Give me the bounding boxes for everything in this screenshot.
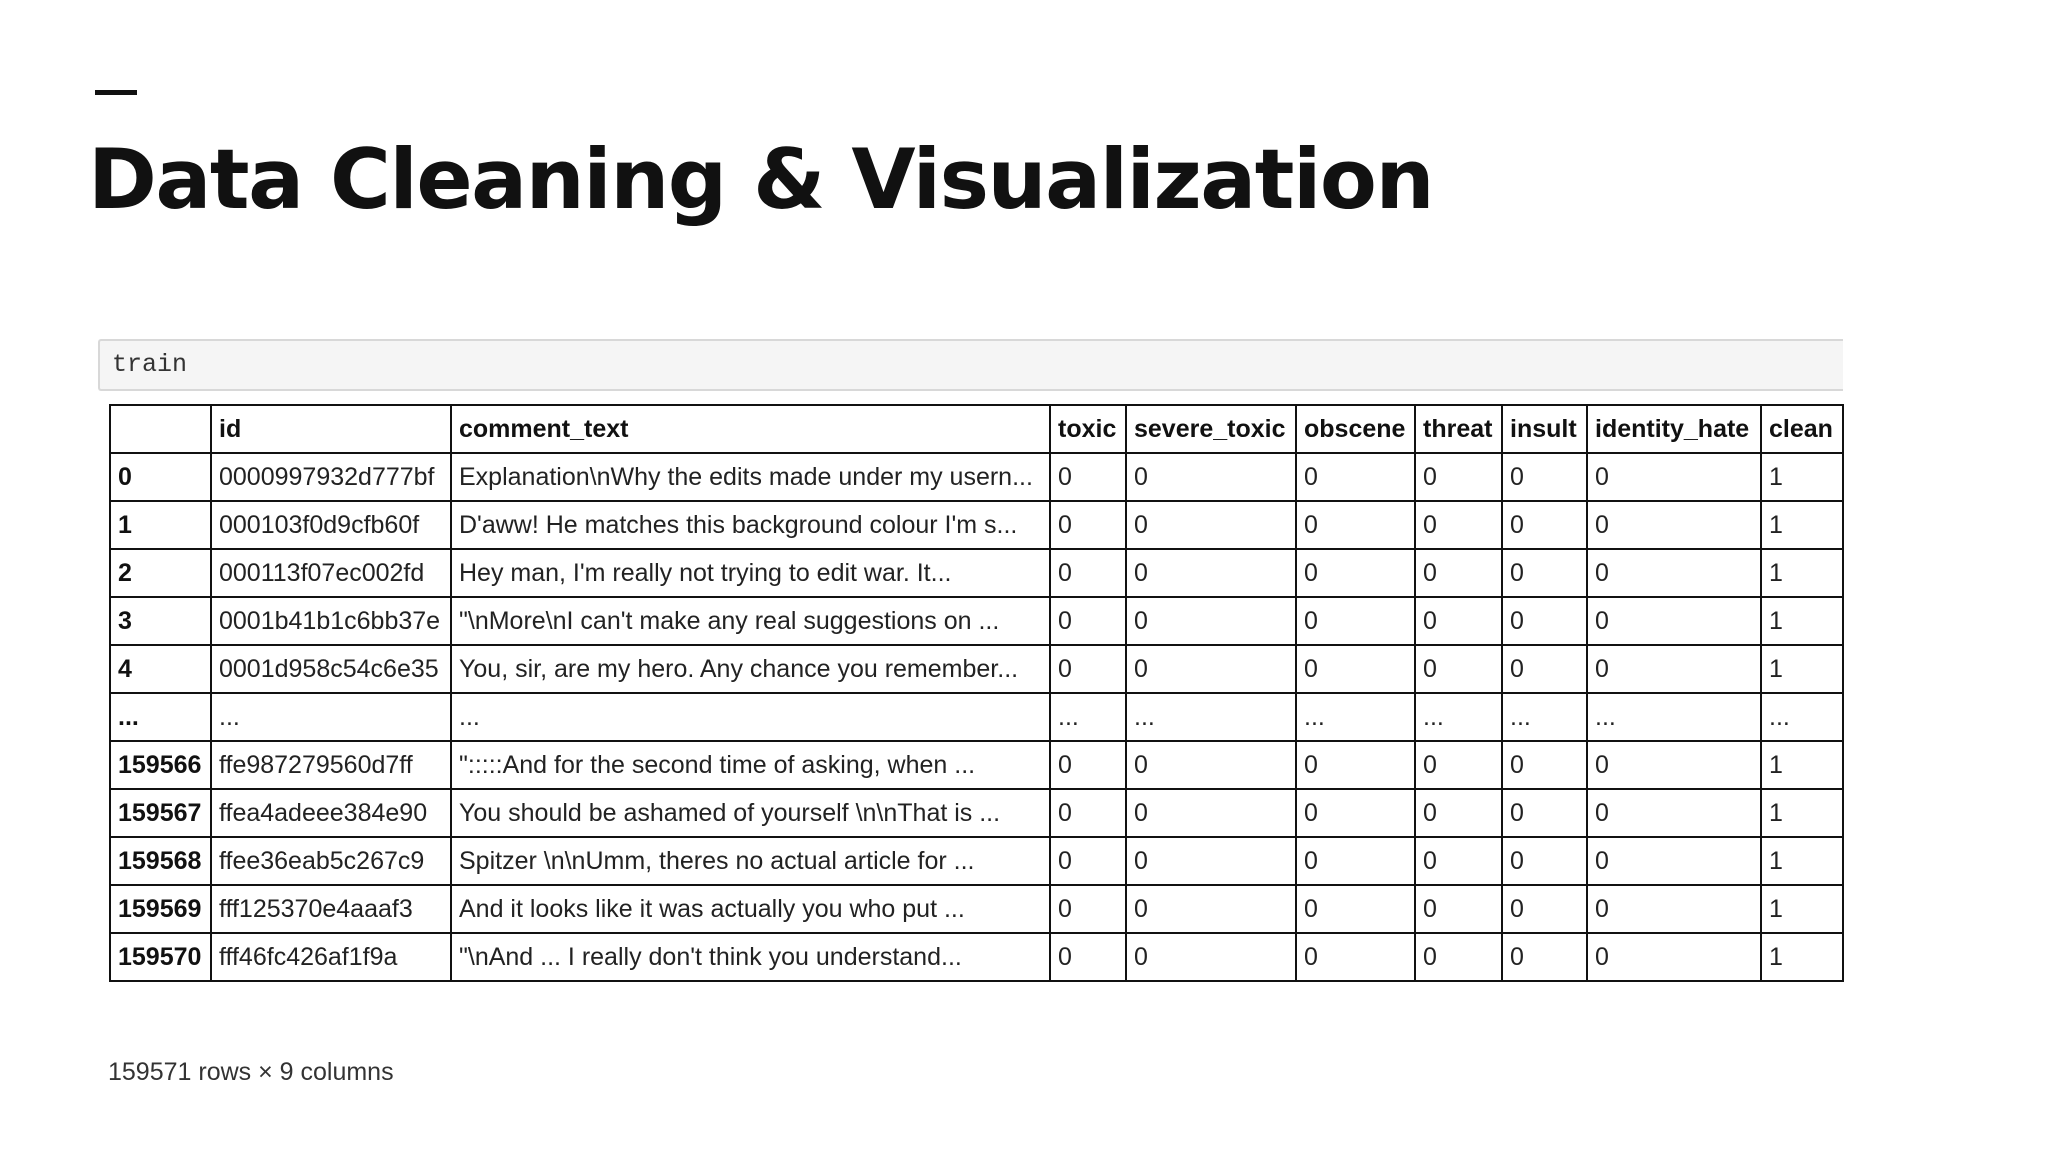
table-cell: ":::::And for the second time of asking, when ... (451, 741, 1050, 789)
table-cell: 0 (1126, 645, 1296, 693)
table-cell: ... (1761, 693, 1843, 741)
row-index-cell: 159569 (110, 885, 211, 933)
column-header-index (110, 405, 211, 453)
row-index-cell: 3 (110, 597, 211, 645)
table-cell: You, sir, are my hero. Any chance you remember... (451, 645, 1050, 693)
table-cell: 0 (1050, 789, 1126, 837)
table-cell: 0 (1296, 933, 1415, 981)
table-cell: "\nMore\nI can't make any real suggestions on ... (451, 597, 1050, 645)
table-row (110, 453, 1843, 501)
table-cell: 0 (1587, 549, 1761, 597)
column-header-insult: insult (1502, 405, 1587, 453)
table-cell: 0 (1126, 501, 1296, 549)
table-cell: 0 (1587, 741, 1761, 789)
table-cell: 0 (1296, 501, 1415, 549)
table-cell: 0 (1126, 453, 1296, 501)
table-cell: 0 (1415, 501, 1502, 549)
table-cell: 0 (1415, 741, 1502, 789)
table-cell: 0 (1126, 789, 1296, 837)
table-cell: 1 (1761, 741, 1843, 789)
table-cell: 0 (1587, 597, 1761, 645)
table-row (110, 789, 1843, 837)
table-cell: 1 (1761, 933, 1843, 981)
row-index-cell: 4 (110, 645, 211, 693)
table-cell: 0 (1296, 453, 1415, 501)
table-cell: 1 (1761, 885, 1843, 933)
table-cell: 0 (1502, 645, 1587, 693)
row-index-cell: ... (110, 693, 211, 741)
table-cell: And it looks like it was actually you who put ... (451, 885, 1050, 933)
table-cell: 0 (1587, 453, 1761, 501)
table-cell: 0 (1502, 933, 1587, 981)
table-cell: ... (1126, 693, 1296, 741)
table-cell: 0 (1296, 789, 1415, 837)
table-cell: 0 (1587, 501, 1761, 549)
table-body (110, 453, 1843, 981)
table-cell: ... (211, 693, 451, 741)
row-index-cell: 159568 (110, 837, 211, 885)
table-cell: 000113f07ec002fd (211, 549, 451, 597)
table-row (110, 501, 1843, 549)
dataframe-shape-note: 159571 rows × 9 columns (108, 1058, 394, 1086)
table-cell: 0 (1050, 501, 1126, 549)
title-accent-rule (95, 90, 137, 95)
column-header-obscene: obscene (1296, 405, 1415, 453)
table-cell: 0 (1050, 597, 1126, 645)
table-cell: 0001b41b1c6bb37e (211, 597, 451, 645)
table-cell: 000103f0d9cfb60f (211, 501, 451, 549)
table-cell: 1 (1761, 837, 1843, 885)
table-cell: 0 (1415, 453, 1502, 501)
table-cell: 0 (1050, 837, 1126, 885)
header-row (110, 405, 1843, 453)
table-cell: 0 (1126, 885, 1296, 933)
code-cell-input[interactable]: train (98, 339, 1843, 391)
table-cell: 0 (1050, 741, 1126, 789)
table-cell: 0000997932d777bf (211, 453, 451, 501)
table-cell: 1 (1761, 789, 1843, 837)
table-cell: 0 (1502, 741, 1587, 789)
table-cell: 0 (1415, 597, 1502, 645)
table-cell: 0 (1296, 549, 1415, 597)
table-cell: ... (1502, 693, 1587, 741)
row-index-cell: 159570 (110, 933, 211, 981)
row-index-cell: 0 (110, 453, 211, 501)
table-cell: 1 (1761, 549, 1843, 597)
table-row (110, 933, 1843, 981)
column-header-clean: clean (1761, 405, 1843, 453)
table-row (110, 549, 1843, 597)
slide-title: Data Cleaning & Visualization (88, 131, 1434, 228)
table-row (110, 645, 1843, 693)
table-cell: 0 (1415, 933, 1502, 981)
table-cell: D'aww! He matches this background colour I'm s... (451, 501, 1050, 549)
table-header (110, 405, 1843, 453)
table-cell: 0 (1296, 645, 1415, 693)
table-cell: 0 (1587, 837, 1761, 885)
table-cell: 0 (1296, 597, 1415, 645)
column-header-toxic: toxic (1050, 405, 1126, 453)
column-header-severe-toxic: severe_toxic (1126, 405, 1296, 453)
table-cell: 0 (1502, 789, 1587, 837)
table-cell: fff46fc426af1f9a (211, 933, 451, 981)
table-cell: 0 (1050, 933, 1126, 981)
table-cell: 0 (1415, 885, 1502, 933)
table-cell: 0 (1415, 549, 1502, 597)
table-cell: ffee36eab5c267c9 (211, 837, 451, 885)
table-cell: fff125370e4aaaf3 (211, 885, 451, 933)
table-cell: ffea4adeee384e90 (211, 789, 451, 837)
table-cell: 0 (1587, 885, 1761, 933)
table-cell: 0 (1050, 645, 1126, 693)
table-cell: ... (1415, 693, 1502, 741)
table-cell: 0 (1587, 789, 1761, 837)
table-cell: 0 (1126, 741, 1296, 789)
table-cell: Explanation\nWhy the edits made under my usern... (451, 453, 1050, 501)
table-cell: 0 (1587, 933, 1761, 981)
row-index-cell: 2 (110, 549, 211, 597)
column-header-identity-hate: identity_hate (1587, 405, 1761, 453)
column-header-comment-text: comment_text (451, 405, 1050, 453)
row-index-cell: 1 (110, 501, 211, 549)
table-cell: 0 (1296, 885, 1415, 933)
table-cell: 0 (1296, 837, 1415, 885)
table-cell: ffe987279560d7ff (211, 741, 451, 789)
table-cell: 0 (1126, 933, 1296, 981)
table-cell: 1 (1761, 597, 1843, 645)
table-cell: 0 (1415, 789, 1502, 837)
table-cell: 0 (1415, 837, 1502, 885)
table-cell: ... (1587, 693, 1761, 741)
dataframe-table (109, 404, 1844, 982)
table-cell: Hey man, I'm really not trying to edit war. It... (451, 549, 1050, 597)
column-header-threat: threat (1415, 405, 1502, 453)
table-cell: 0 (1502, 549, 1587, 597)
table-cell: 0 (1050, 549, 1126, 597)
row-index-cell: 159566 (110, 741, 211, 789)
table-cell: 0 (1126, 597, 1296, 645)
column-header-id: id (211, 405, 451, 453)
table-cell: 0 (1587, 645, 1761, 693)
table-cell: Spitzer \n\nUmm, theres no actual article for ... (451, 837, 1050, 885)
table-cell: 0001d958c54c6e35 (211, 645, 451, 693)
table-cell: 0 (1502, 885, 1587, 933)
table-row-ellipsis (110, 693, 1843, 741)
table-row (110, 837, 1843, 885)
table-cell: 0 (1502, 837, 1587, 885)
table-row (110, 741, 1843, 789)
row-index-cell: 159567 (110, 789, 211, 837)
table-cell: 1 (1761, 645, 1843, 693)
table-cell: 1 (1761, 453, 1843, 501)
table-cell: 0 (1126, 549, 1296, 597)
table-cell: 0 (1415, 645, 1502, 693)
table-cell: You should be ashamed of yourself \n\nThat is ... (451, 789, 1050, 837)
table-cell: 1 (1761, 501, 1843, 549)
table-row (110, 597, 1843, 645)
table-cell: ... (451, 693, 1050, 741)
table-cell: 0 (1050, 885, 1126, 933)
table-cell: 0 (1502, 597, 1587, 645)
table-cell: "\nAnd ... I really don't think you understand... (451, 933, 1050, 981)
table-cell: 0 (1050, 453, 1126, 501)
table-cell: 0 (1296, 741, 1415, 789)
table-cell: 0 (1502, 453, 1587, 501)
table-cell: ... (1050, 693, 1126, 741)
table-cell: ... (1296, 693, 1415, 741)
table-cell: 0 (1126, 837, 1296, 885)
table-cell: 0 (1502, 501, 1587, 549)
table-row (110, 885, 1843, 933)
